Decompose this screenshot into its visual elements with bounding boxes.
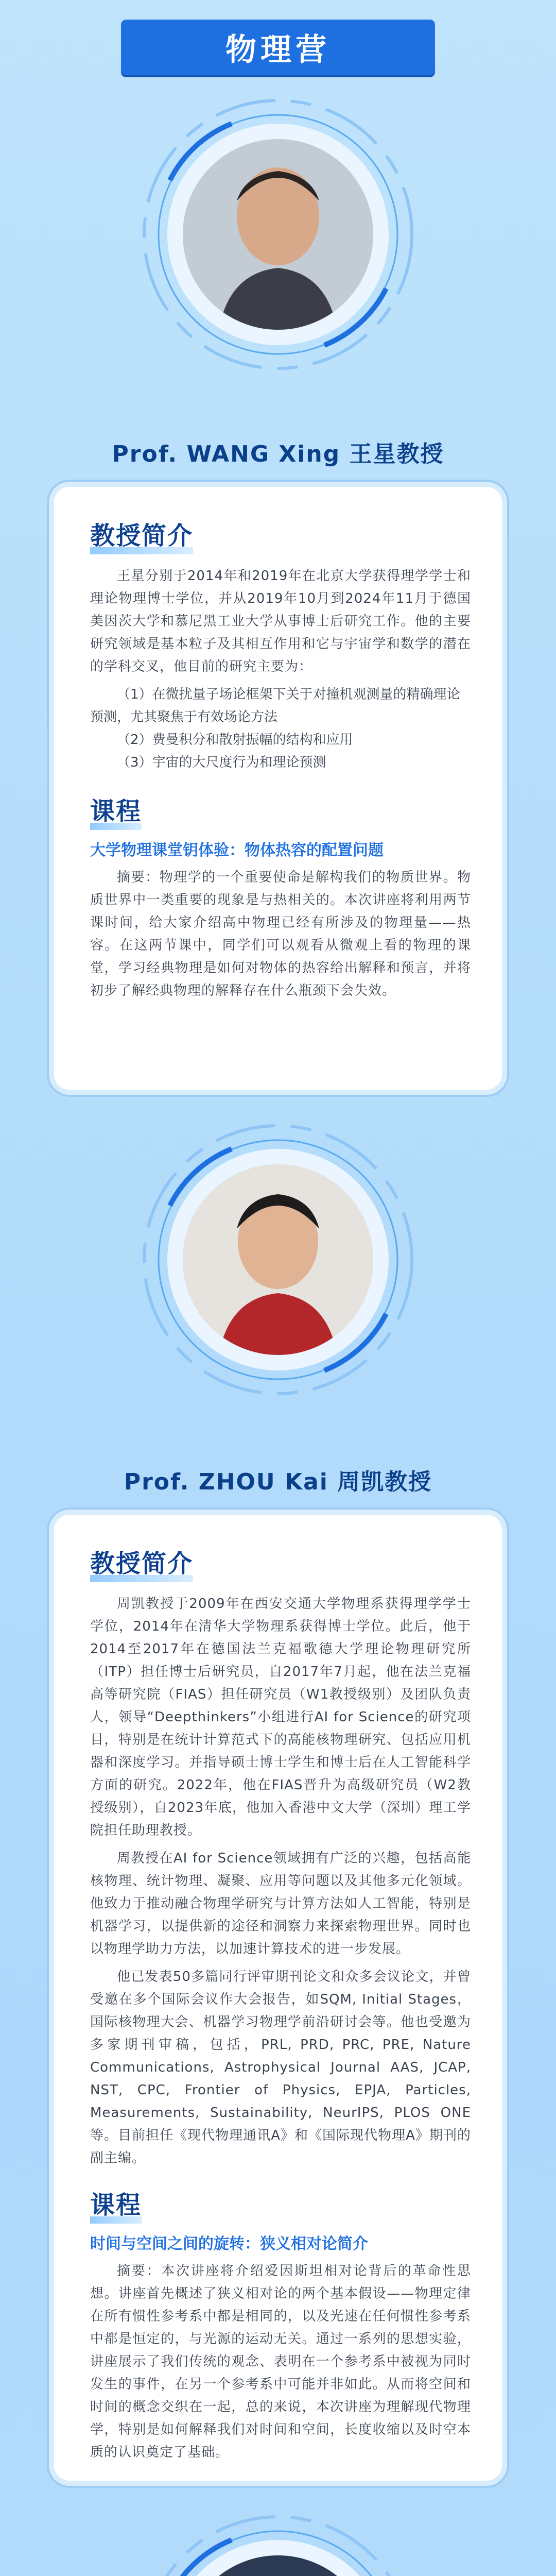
intro-paragraph: 他已发表50多篇同行评审期刊论文和众多会议论文，并曾受邀在多个国际会议作大会报告，如SQM, Initial Stages，国际核物理大会、机器学习物理学前沿研讨会等。他也受邀为多家期刊审稿，包括，PRL, PRD, PRC, PRE, Nature Communications, Astrophysical Journal AAS, JCAP, NST, CPC, Frontier of Physics, EPJA, Particles, Measurements, Sustainability, NeurIPS, PLOS ONE等。目前担任《现代物理通讯A》和《国际现代物理A》期刊的副主编。 <box>90 1969 471 2166</box>
research-item: （2）费曼积分和散射振幅的结构和应用 <box>117 732 353 748</box>
profile-card-1 <box>54 487 502 1090</box>
intro-paragraph: 周教授在AI for Science领域拥有广泛的兴趣，包括高能核物理、统计物理、凝聚、应用等问题以及其他多元化领域。他致力于推动融合物理学研究与计算方法如人工智能，特别是机器学习，以提供新的途径和洞察力来探索物理世界。同时也以物理学助力方法，以加速计算技术的进一步发展。 <box>90 1851 471 1957</box>
course-abstract: 摘要：物理学的一个重要使命是解构我们的物质世界。物质世界中一类重要的现象是与热相关的。本次讲座将利用两节课时间，给大家介绍高中物理已经有所涉及的物理量——热容。在这两节课中，同学们可以观看从微观上看的物理的课堂，学习经典物理是如何对物体的热容给出解释和预言，并将初步了解经典物理的解释存在什么瓶颈下会失效。 <box>90 870 471 998</box>
course-heading: 课程 <box>90 791 142 827</box>
course-abstract: 摘要：本次讲座将介绍爱因斯坦相对论背后的革命性思想。讲座首先概述了狭义相对论的两个基本假设——物理定律在所有惯性参考系中都是相同的，以及光速在任何惯性参考系中都是恒定的，与光源的运动无关。通过一系列的思想实验，讲座展示了我们传统的观念、表明在一个参考系中被视为同时发生的事件，在另一个参考系中可能并非如此。从而将空间和时间的概念交织在一起，总的来说，本次讲座为理解现代物理学，特别是如何解释我们对时间和空间，长度收缩以及时空本质的认识奠定了基础。 <box>90 2263 471 2460</box>
camp-title <box>121 20 435 75</box>
professor-name: Prof. WANG Xing 王星教授 <box>112 441 444 467</box>
course-title: 大学物理课堂钥体验：物体热容的配置问题 <box>90 841 384 859</box>
intro-paragraph: 王星分别于2014年和2019年在北京大学获得理学学士和理论物理博士学位，并从2019年10月到2024年11月于德国美因茨大学和慕尼黑工业大学从事博士后研究工作。他的主要研究领域是基本粒子及其相互作用和它与宇宙学和数学的潜在的学科交叉，他目前的研究主要为： <box>90 568 471 674</box>
portrait-ring-3 <box>0 2504 556 2576</box>
course-heading: 课程 <box>90 2185 142 2221</box>
professor-photo <box>183 139 373 330</box>
intro-heading: 教授简介 <box>90 1544 193 1579</box>
profile-card-2 <box>54 1515 502 2481</box>
portrait-ring-1 <box>0 88 556 407</box>
research-item: （1）在微扰量子场论框架下关于对撞机观测量的精确理论预测，尤其聚焦于有效场论方法 <box>90 687 460 725</box>
portrait-ring-2 <box>0 1113 556 1432</box>
person-icon <box>183 139 373 330</box>
person-icon <box>183 1164 373 1355</box>
camp-title-text: 物理营 <box>225 32 331 68</box>
professor-name: Prof. ZHOU Kai 周凯教授 <box>124 1469 432 1495</box>
intro-heading: 教授简介 <box>90 516 193 551</box>
course-title: 时间与空间之间的旋转：狭义相对论简介 <box>90 2235 368 2253</box>
intro-paragraph: 周凯教授于2009年在西安交通大学物理系获得理学学士学位，2014年在清华大学物理系获得博士学位。此后，他于2014至2017年在德国法兰克福歌德大学理论物理研究所（ITP）担任博士后研究员，自2017年7月起，他在法兰克福高等研究院（FIAS）担任研究员（W1教授级别）及团队负责人，领导“Deepthinkers”小组进行AI for Science的研究项目，特别是在统计计算范式下的高能核物理研究、包括应用机器和深度学习。并指导硕士博士学生和博士后在人工智能科学方面的研究。2022年，他在FIAS晋升为高级研究员（W2教授级别），自2023年底，他加入香港中文大学（深圳）理工学院担任助理教授。 <box>90 1596 471 1838</box>
professor-photo <box>183 1164 373 1355</box>
research-item: （3）宇宙的大尺度行为和理论预测 <box>117 755 326 770</box>
